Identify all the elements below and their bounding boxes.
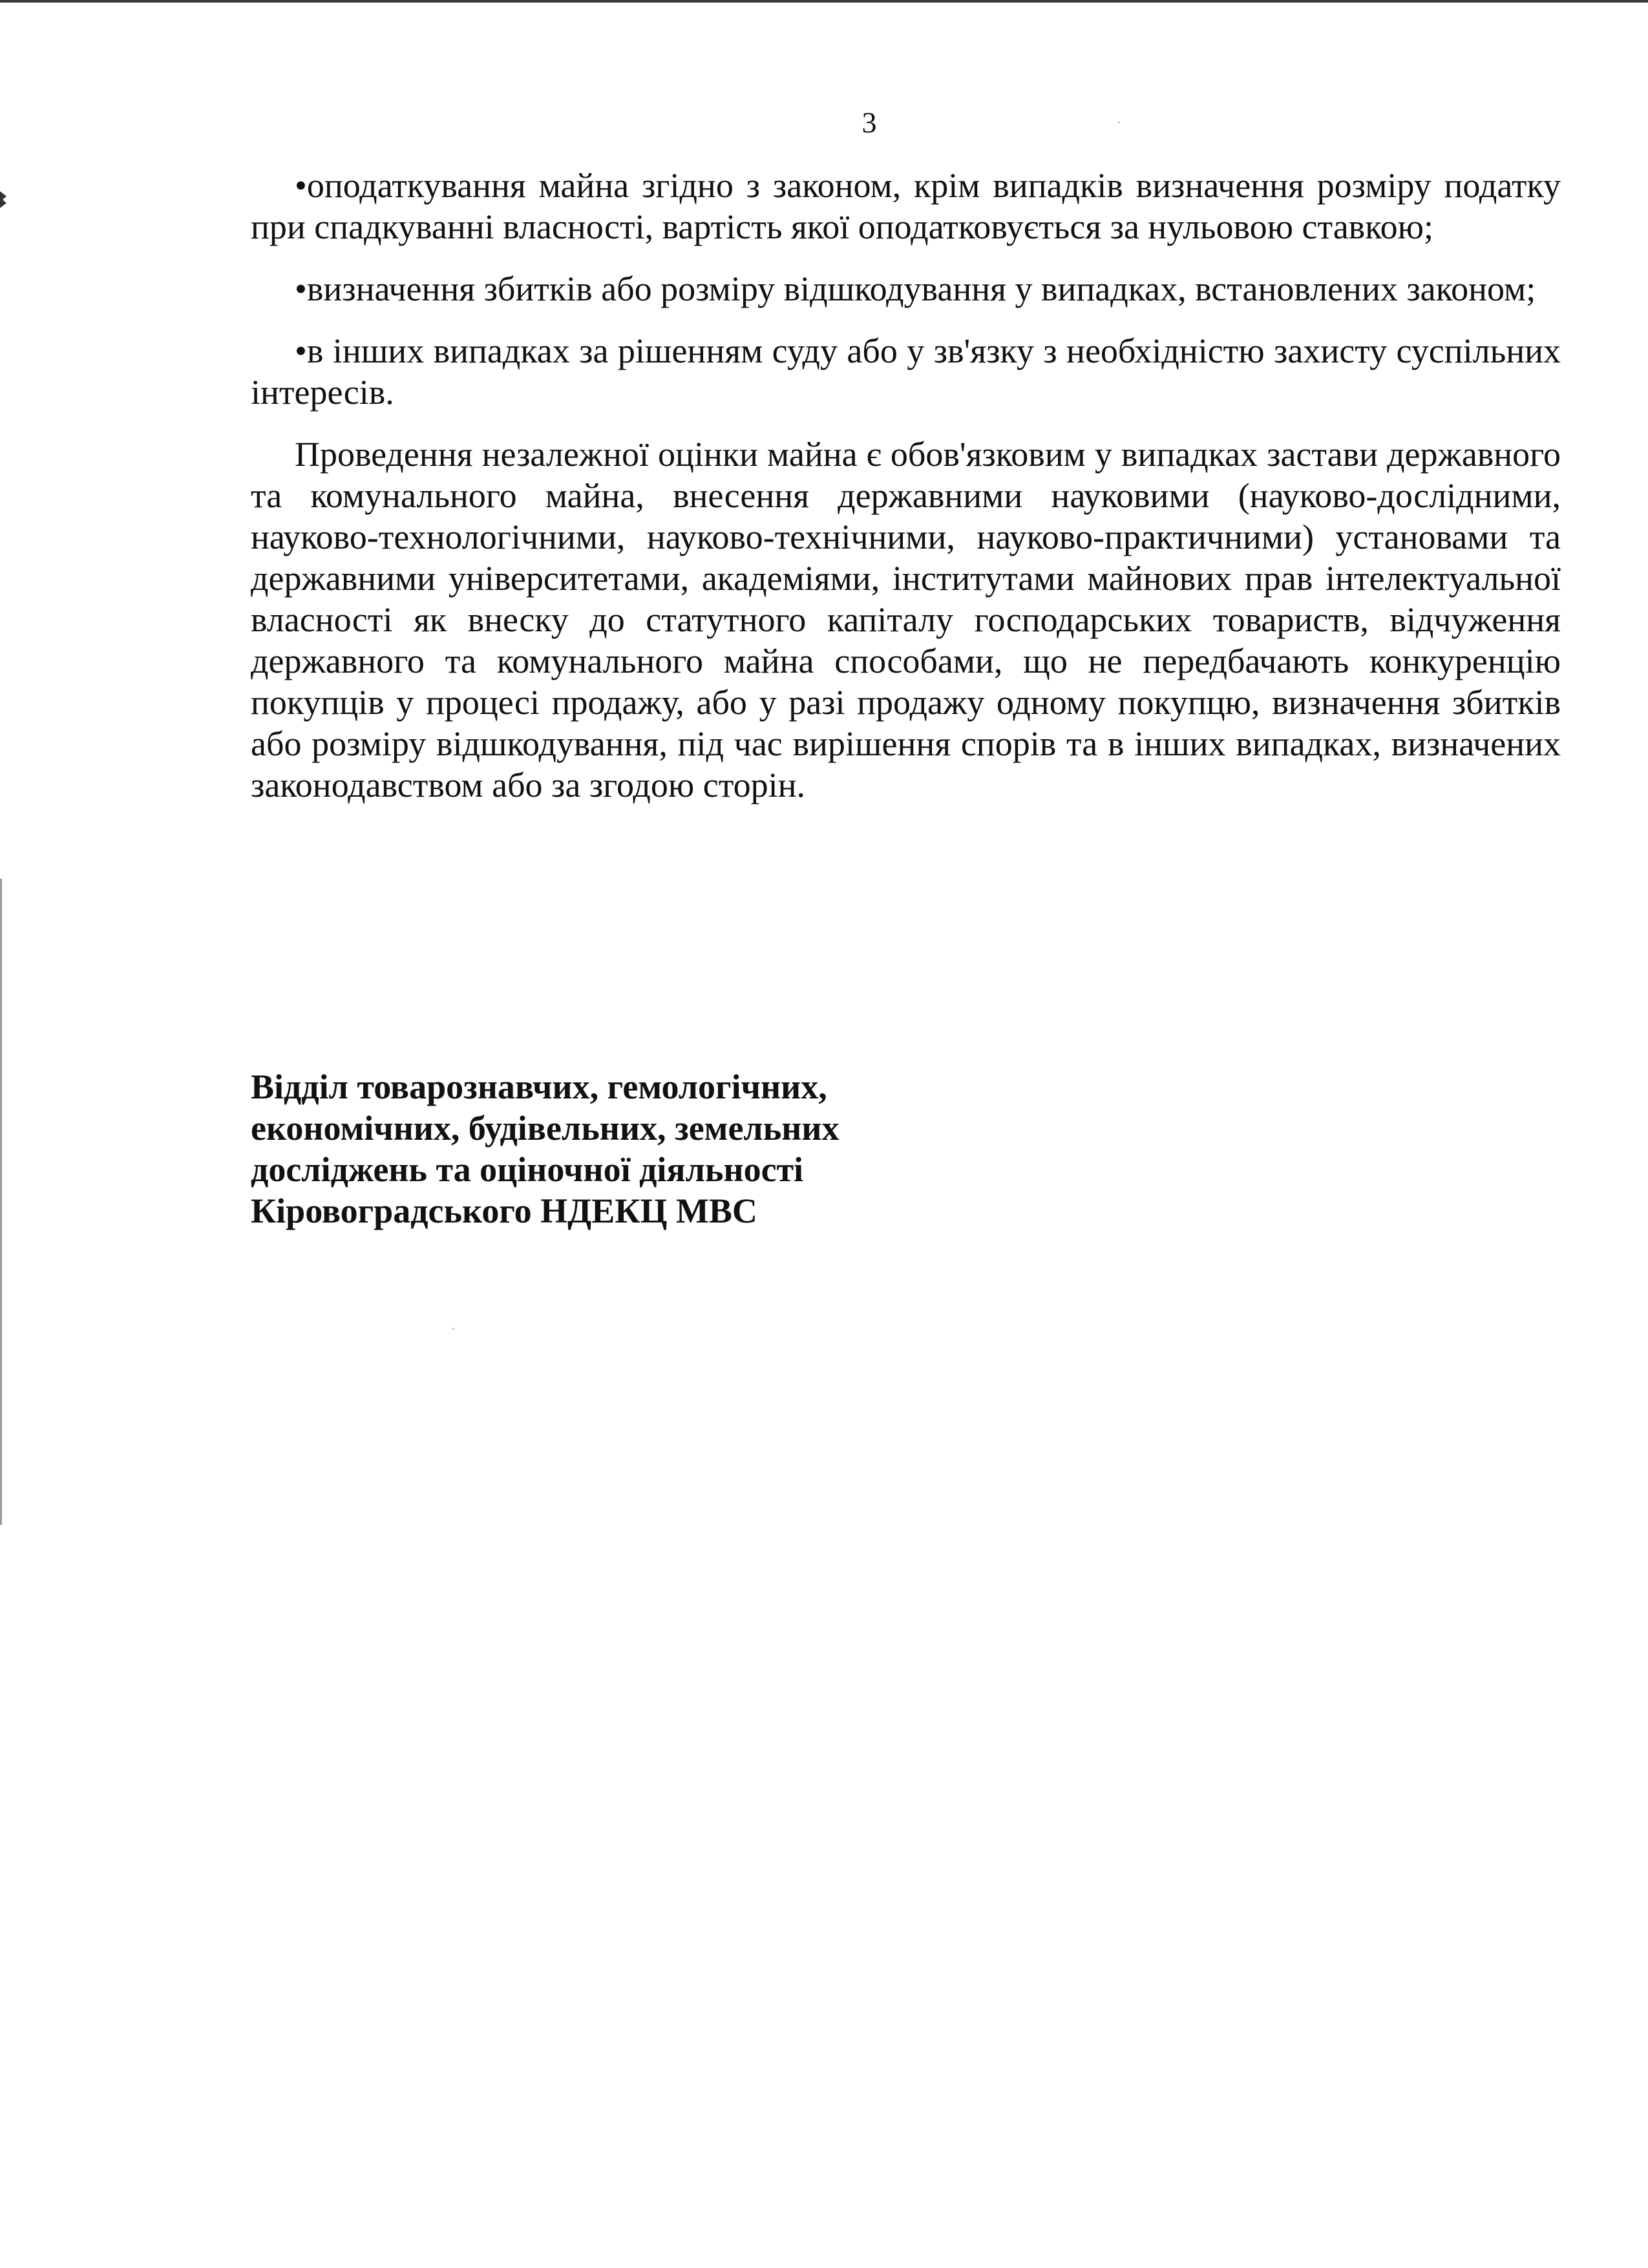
page-number: 3 (861, 106, 877, 139)
scan-speck (1118, 121, 1120, 123)
signature-line: Кіровоградського НДЕКЦ МВС (251, 1192, 757, 1230)
scan-top-edge (0, 0, 1648, 3)
bullet-item: •в інших випадках за рішенням суду або у зв'язку з необхідністю захисту суспільних інтересів. (251, 331, 1561, 412)
scan-left-edge (0, 879, 2, 1525)
signature-line: економічних, будівельних, земельних (251, 1109, 840, 1148)
bullet-item: •визначення збитків або розміру відшкодування у випадках, встановлених законом; (295, 269, 1536, 308)
document-body (251, 165, 1561, 826)
main-paragraph: Проведення незалежної оцінки майна є обов'язковим у випадках застави державного та комунального майна, внесення державними науковими (науково-дослідними, науково-технологічними, науково-технічними, науково-практичними) установами та державними університетами, академіями, інститутами майнових прав інтелектуальної власності як внеску до статутного капіталу господарських товариств, відчуження державного та комунального майна способами, що не передбачають конкуренцію покупців у процесі продажу, або у разі продажу одному покупцю, визначення збитків або розміру відшкодування, під час вирішення спорів та в інших випадках, визначених законодавством або за згодою сторін. (251, 435, 1561, 804)
signature-block (251, 1066, 1091, 1232)
signature-line: Відділ товарознавчих, гемологічних, (251, 1067, 827, 1106)
scan-mark (0, 191, 6, 208)
scan-speck (452, 1328, 454, 1330)
signature-line: досліджень та оціночної діяльності (251, 1150, 804, 1189)
bullet-item: •оподаткування майна згідно з законом, крім випадків визначення розміру податку при спадкуванні власності, вартість якої оподатковується за нульовою ставкою; (251, 166, 1561, 246)
